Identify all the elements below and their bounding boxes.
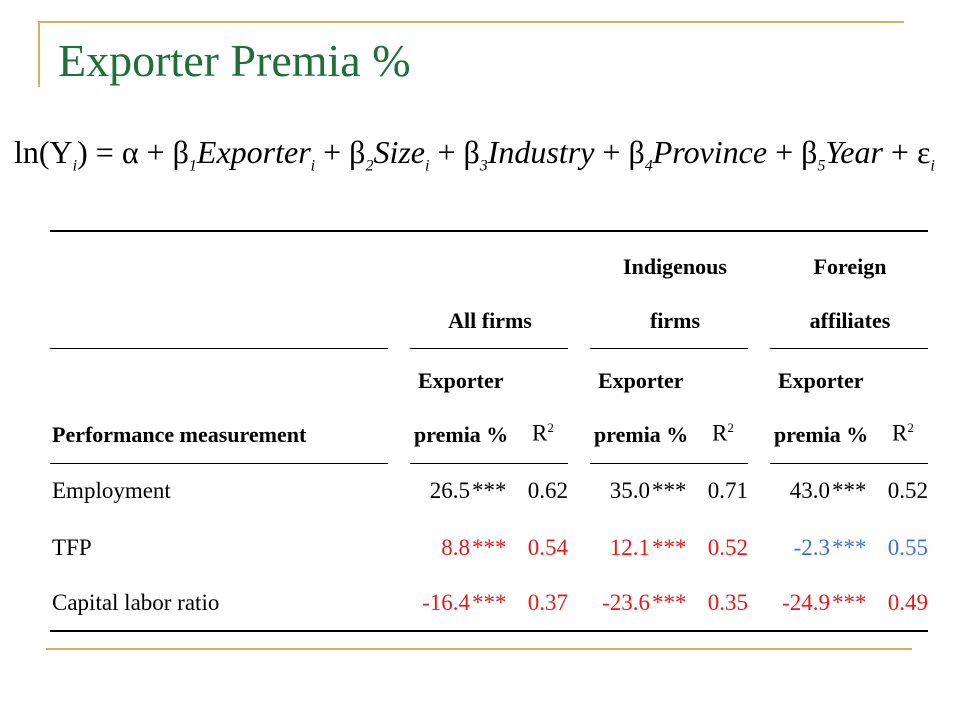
- capital-indigenous-stars: ***: [652, 590, 687, 615]
- employment-all-value: 26.5: [429, 478, 470, 503]
- decorative-left-rule: [38, 21, 40, 87]
- slide-title: Exporter Premia %: [58, 35, 411, 86]
- formula-b3-sub: 3: [479, 157, 488, 175]
- formula-b2-sub: 2: [365, 157, 374, 175]
- subheader-premia-2: premia %: [594, 422, 689, 447]
- employment-foreign-value: 43.0: [789, 478, 830, 503]
- tfp-foreign-value: -2.3: [793, 535, 830, 560]
- formula-b1-sub: 1: [188, 157, 197, 175]
- group-header-foreign-line2: affiliates: [809, 308, 891, 333]
- employment-indigenous-r2: 0.71: [707, 478, 748, 503]
- formula-b5-sub: 5: [817, 157, 826, 175]
- row-label-capital-labor-ratio: Capital labor ratio: [52, 590, 220, 615]
- rule-label-col-2: [50, 463, 388, 464]
- rule-group-3: [770, 348, 928, 349]
- tfp-all-r2: 0.54: [527, 535, 568, 560]
- tfp-all-value: 8.8: [441, 535, 470, 560]
- rule-subheader-1: [410, 463, 568, 464]
- formula-lhs-sub: i: [72, 157, 78, 175]
- employment-indigenous-value: 35.0: [609, 478, 650, 503]
- capital-foreign-stars: ***: [832, 590, 867, 615]
- capital-foreign-value: -24.9: [782, 590, 830, 615]
- employment-foreign-r2: 0.52: [887, 478, 928, 503]
- formula-plus-3: + β: [429, 134, 480, 170]
- rule-subheader-2: [590, 463, 748, 464]
- group-header-indigenous-line2: firms: [649, 308, 701, 333]
- decorative-bottom-rule: [46, 648, 912, 650]
- capital-indigenous-value: -23.6: [602, 590, 650, 615]
- capital-indigenous-r2: 0.35: [707, 590, 748, 615]
- formula-eps-sub: i: [930, 157, 935, 175]
- regression-formula: [14, 134, 935, 175]
- rule-subheader-3: [770, 463, 928, 464]
- subheader-premia-1: premia %: [414, 422, 509, 447]
- formula-plus-6: + ε: [882, 134, 931, 170]
- subheader-premia-3: premia %: [774, 422, 869, 447]
- table-bottom-rule: [50, 630, 928, 632]
- formula-t1-sub: i: [310, 157, 316, 175]
- capital-all-stars: ***: [472, 590, 507, 615]
- tfp-indigenous-stars: ***: [652, 535, 687, 560]
- tfp-foreign-r2: 0.55: [887, 535, 928, 560]
- formula-plus-5: + β: [767, 134, 818, 170]
- group-header-foreign-line1: Foreign: [813, 254, 887, 279]
- tfp-foreign-stars: ***: [832, 535, 867, 560]
- employment-indigenous-stars: ***: [652, 478, 687, 503]
- rule-group-2: [590, 348, 748, 349]
- formula-b4-sub: 4: [644, 157, 653, 175]
- rule-group-1: [410, 348, 568, 349]
- employment-foreign-stars: ***: [832, 478, 867, 503]
- employment-all-r2: 0.62: [527, 478, 568, 503]
- formula-term-exporter: Exporter: [196, 134, 311, 170]
- formula-lhs-close: ) = α + β: [77, 134, 189, 170]
- employment-all-stars: ***: [472, 478, 507, 503]
- formula-term-year: Year: [825, 134, 883, 170]
- tfp-indigenous-r2: 0.52: [707, 535, 748, 560]
- row-label-employment: Employment: [52, 478, 171, 503]
- formula-t2-sub: i: [424, 157, 430, 175]
- subheader-r2-2: $R^2$: [712, 420, 734, 446]
- subheader-r2-3: $R^2$: [892, 420, 914, 446]
- formula-term-size: Size: [373, 134, 425, 170]
- capital-all-value: -16.4: [422, 590, 470, 615]
- capital-all-r2: 0.37: [527, 590, 568, 615]
- rule-label-col-1: [50, 348, 388, 349]
- formula-term-industry: Industry: [487, 134, 595, 170]
- formula-plus-2: + β: [315, 134, 366, 170]
- subheader-exporter-2: Exporter: [598, 368, 684, 393]
- formula-term-province: Province: [652, 134, 768, 170]
- column-header-performance-measurement: Performance measurement: [52, 422, 307, 447]
- table-top-rule: [50, 230, 928, 232]
- formula-plus-4: + β: [594, 134, 645, 170]
- subheader-exporter-1: Exporter: [418, 368, 504, 393]
- row-label-tfp: TFP: [52, 535, 92, 560]
- capital-foreign-r2: 0.49: [887, 590, 928, 615]
- tfp-indigenous-value: 12.1: [609, 535, 650, 560]
- group-header-all-firms: All firms: [448, 308, 532, 333]
- subheader-r2-1: $R^2$: [532, 420, 554, 446]
- subheader-exporter-3: Exporter: [778, 368, 864, 393]
- decorative-top-rule: [38, 21, 904, 23]
- group-header-indigenous-line1: Indigenous: [623, 254, 727, 279]
- formula-lhs: ln(Y: [14, 134, 73, 170]
- tfp-all-stars: ***: [472, 535, 507, 560]
